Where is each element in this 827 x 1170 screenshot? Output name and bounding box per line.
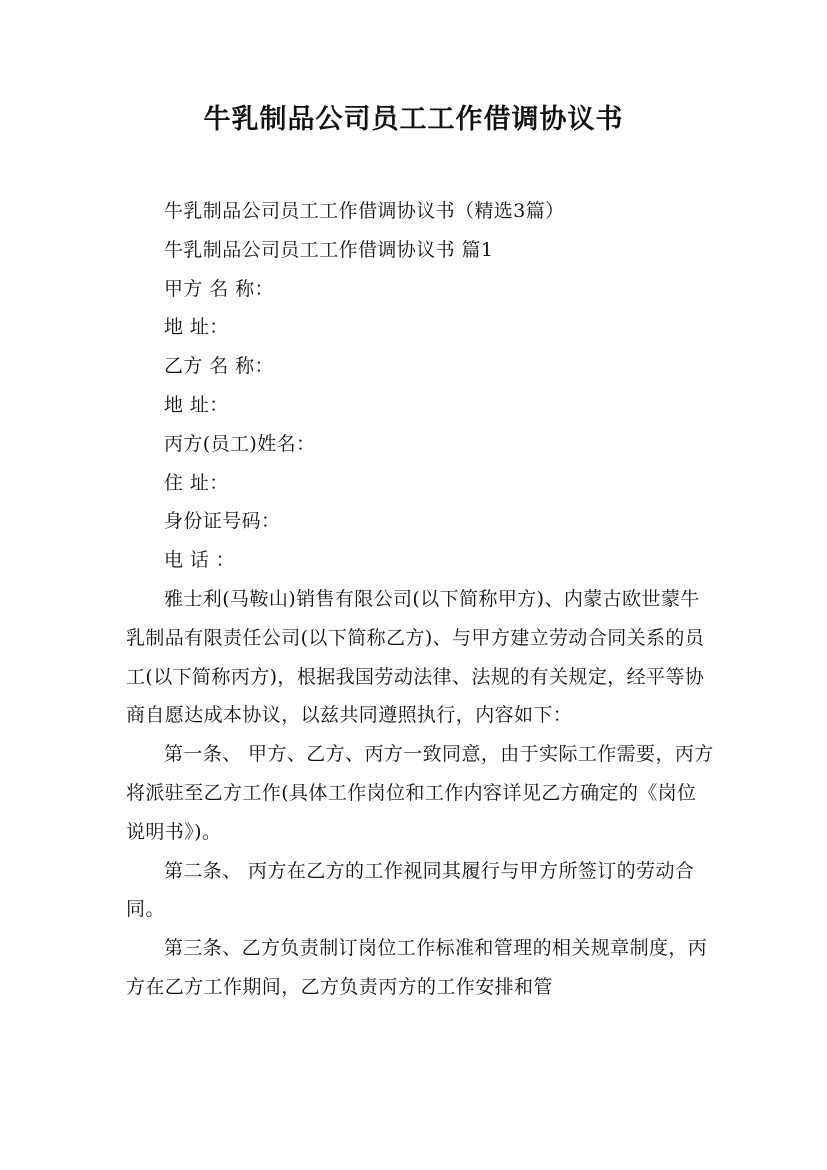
field-party-b-name: 乙方 名 称： [164, 355, 274, 378]
paragraph-article-2: 第二条、 丙方在乙方的工作视同其履行与甲方所签订的劳动合同。 [126, 859, 695, 921]
field-party-c-residence: 住 址： [164, 471, 229, 494]
document-subtitle: 牛乳制品公司员工工作借调协议书（精选3篇） [164, 200, 565, 222]
field-id-number: 身份证号码： [164, 510, 281, 533]
document-body [126, 192, 714, 1007]
paragraph-article-1: 第一条、 甲方、乙方、丙方一致同意，由于实际工作需要，丙方将派驻至乙方工作(具体工作岗位和工作内容详见乙方确定的《岗位说明书》)。 [126, 743, 714, 843]
document-title: 牛乳制品公司员工工作借调协议书 [203, 104, 624, 135]
paragraph-article-3: 第三条、乙方负责制订岗位工作标准和管理的相关规章制度，丙方在乙方工作期间，乙方负责丙方的工作安排和管 [126, 937, 708, 998]
field-party-c-name: 丙方(员工)姓名： [164, 432, 316, 455]
field-phone: 电 话 ： [164, 549, 236, 572]
section-heading: 牛乳制品公司员工工作借调协议书 篇1 [164, 238, 494, 261]
field-party-a-name: 甲方 名 称： [164, 277, 274, 300]
paragraph-preamble: 雅士利(马鞍山)销售有限公司(以下简称甲方)、内蒙古欧世蒙牛乳制品有限责任公司(以下简称乙方)、与甲方建立劳动合同关系的员工(以下简称丙方)，根据我国劳动法律、法规的有关规定，经平等协商自愿达成本协议，以兹共同遵照执行，内容如下： [126, 587, 705, 727]
field-party-a-address: 地 址： [164, 316, 229, 339]
field-party-b-address: 地 址： [164, 393, 229, 416]
